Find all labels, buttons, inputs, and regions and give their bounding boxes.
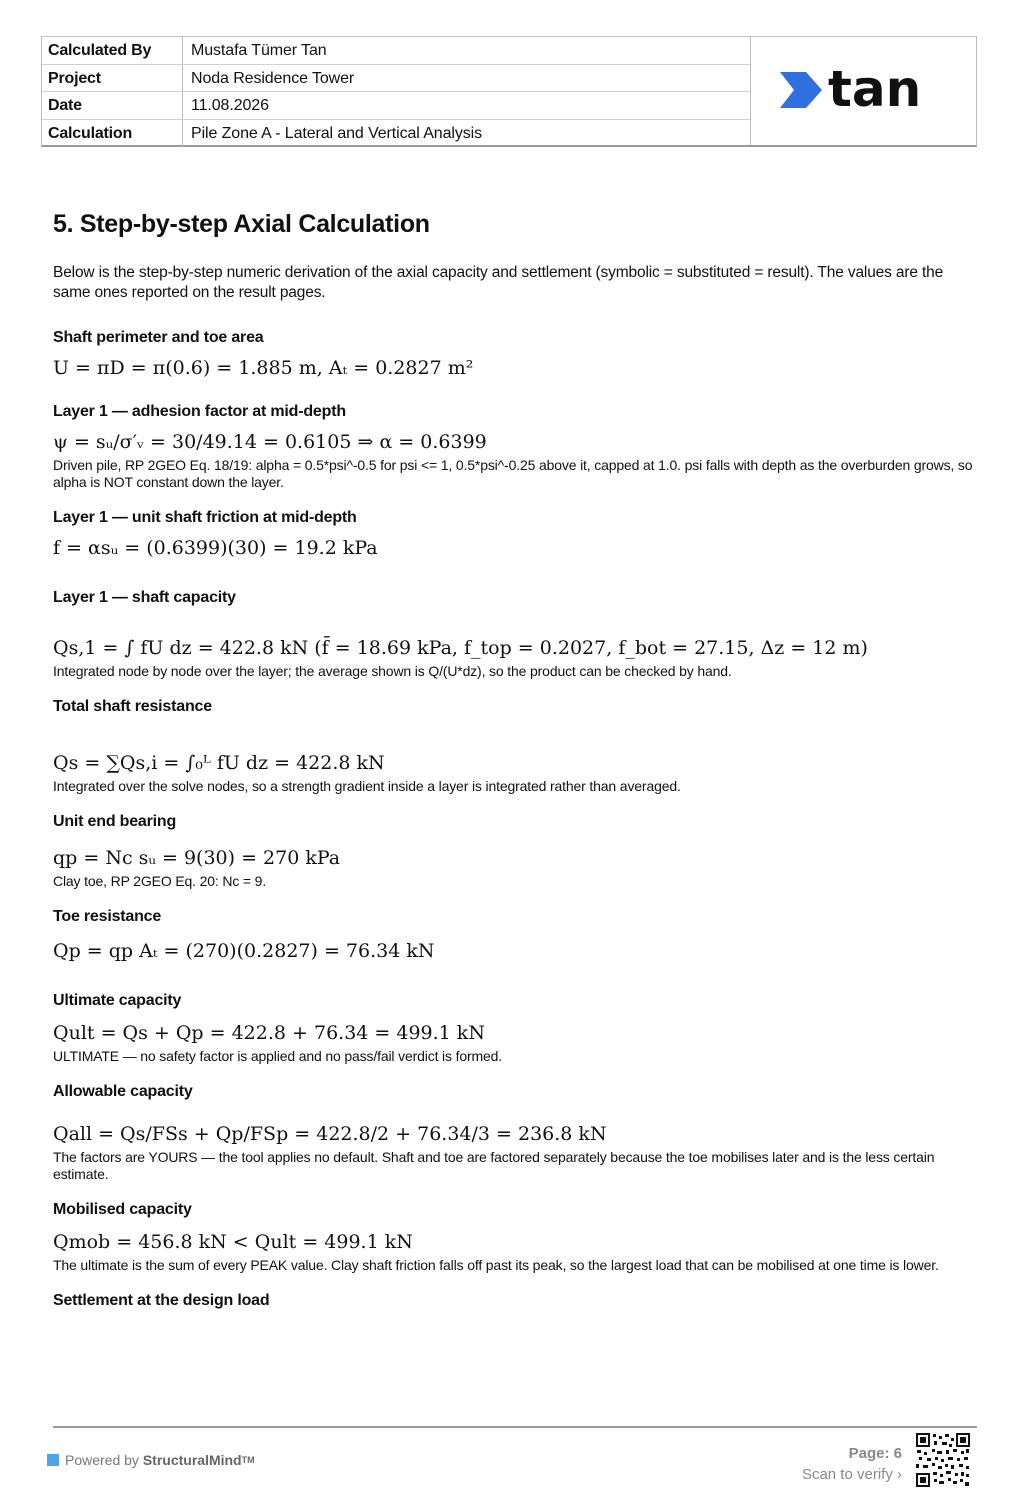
logo-text: tan [828,66,922,116]
header-key: Calculated By [42,37,183,64]
step-note: Clay toe, RP 2GEO Eq. 20: Nc = 9. [53,873,267,889]
step-note: Driven pile, RP 2GEO Eq. 18/19: alpha = 0.5*psi^-0.5 for psi <= 1, 0.5*psi^-0.25 above it, capped at 1.0. psi falls with depth as the overburden grows, so alpha is NOT constant down the layer. [53,457,973,490]
step-title: Shaft perimeter and toe area [53,329,264,346]
header-value: Mustafa Tümer Tan [191,42,327,59]
powered-by [47,1452,255,1468]
step-equation: qp = Nc sᵤ = 9(30) = 270 kPa [53,847,341,869]
step-equation: U = πD = π(0.6) = 1.885 m, Aₜ = 0.2827 m² [53,357,474,379]
header-key: Project [42,65,183,92]
step-equation: Qp = qp Aₜ = (270)(0.2827) = 76.34 kN [53,940,435,962]
step-title: Allowable capacity [53,1083,193,1100]
header-table [42,37,751,145]
step-equation: Qult = Qs + Qp = 422.8 + 76.34 = 499.1 kN [53,1022,485,1044]
page-number: Page: 6 [848,1445,902,1462]
document-header [41,36,977,147]
step-note: The factors are YOURS — the tool applies no default. Shaft and toe are factored separately because the toe mobilises later and is the less certain estimate. [53,1149,935,1182]
step-title: Layer 1 — shaft capacity [53,589,236,606]
company-logo [751,37,976,145]
header-value: Pile Zone A - Lateral and Vertical Analysis [191,124,482,142]
step-title: Layer 1 — adhesion factor at mid-depth [53,403,346,420]
header-key: Date [42,92,183,119]
step-note: ULTIMATE — no safety factor is applied and no pass/fail verdict is formed. [53,1048,503,1064]
step-adhesion-factor [53,403,973,491]
header-key: Calculation [42,120,183,148]
section-title: 5. Step-by-step Axial Calculation [53,210,430,238]
step-equation: Qs = ∑Qs,i = ∫₀ᴸ fU dz = 422.8 kN [53,752,385,774]
step-unit-shaft-friction [53,509,973,561]
step-title: Mobilised capacity [53,1201,192,1218]
step-title: Toe resistance [53,908,162,925]
powered-prefix: Powered by [65,1452,139,1468]
qr-code-icon[interactable] [915,1432,971,1488]
scan-to-verify-link[interactable]: Scan to verify › [801,1466,902,1483]
step-allowable-capacity [53,1083,973,1183]
step-title: Settlement at the design load [53,1292,270,1309]
tan-logo-icon [776,66,951,116]
step-ultimate-capacity [53,992,973,1065]
main-content [53,200,973,1328]
page-info [802,1443,902,1485]
step-equation: f = αsᵤ = (0.6399)(30) = 19.2 kPa [53,537,378,559]
step-settlement [53,1292,973,1310]
step-shaft-perimeter [53,329,973,381]
step-note: Integrated node by node over the layer; the average shown is Q/(U*dz), so the product can be checked by hand. [53,663,732,679]
step-total-shaft-resistance [53,698,973,795]
step-equation: Qs,1 = ∫ fU dz = 422.8 kN (f̄ = 18.69 kPa, f_top = 0.2027, f_bot = 27.15, Δz = 12 m) [53,637,868,659]
header-value: 11.08.2026 [191,97,269,114]
step-equation: Qmob = 456.8 kN < Qult = 499.1 kN [53,1231,413,1253]
powered-brand: StructuralMind [142,1452,242,1468]
step-mobilised-capacity [53,1201,973,1274]
step-title: Total shaft resistance [53,698,212,715]
header-row-project [42,65,750,93]
header-row-calculated-by [42,37,750,65]
intro-paragraph: Below is the step-by-step numeric derivation of the axial capacity and settlement (symbolic = substituted = result). The values are the same ones reported on the result pages. [53,264,944,301]
step-shaft-capacity [53,589,973,680]
step-note: Integrated over the solve nodes, so a strength gradient inside a layer is integrated rather than averaged. [53,778,681,794]
footer-divider [53,1426,977,1428]
brand-square-icon [47,1454,59,1466]
step-equation: Qall = Qs/FSs + Qp/FSp = 422.8/2 + 76.34/3 = 236.8 kN [53,1123,607,1145]
header-row-date [42,92,750,120]
step-equation: ψ = sᵤ/σ′ᵥ = 30/49.14 = 0.6105 ⇒ α = 0.6399 [53,431,487,453]
step-toe-resistance [53,908,973,964]
step-title: Unit end bearing [53,813,177,830]
header-value: Noda Residence Tower [191,69,355,87]
trademark: TM [241,1455,255,1465]
header-row-calculation [42,120,750,148]
step-title: Layer 1 — unit shaft friction at mid-depth [53,509,357,526]
step-note: The ultimate is the sum of every PEAK value. Clay shaft friction falls off past its peak, so the largest load that can be mobilised at one time is lower. [53,1257,939,1273]
step-title: Ultimate capacity [53,992,182,1009]
step-unit-end-bearing [53,813,973,890]
